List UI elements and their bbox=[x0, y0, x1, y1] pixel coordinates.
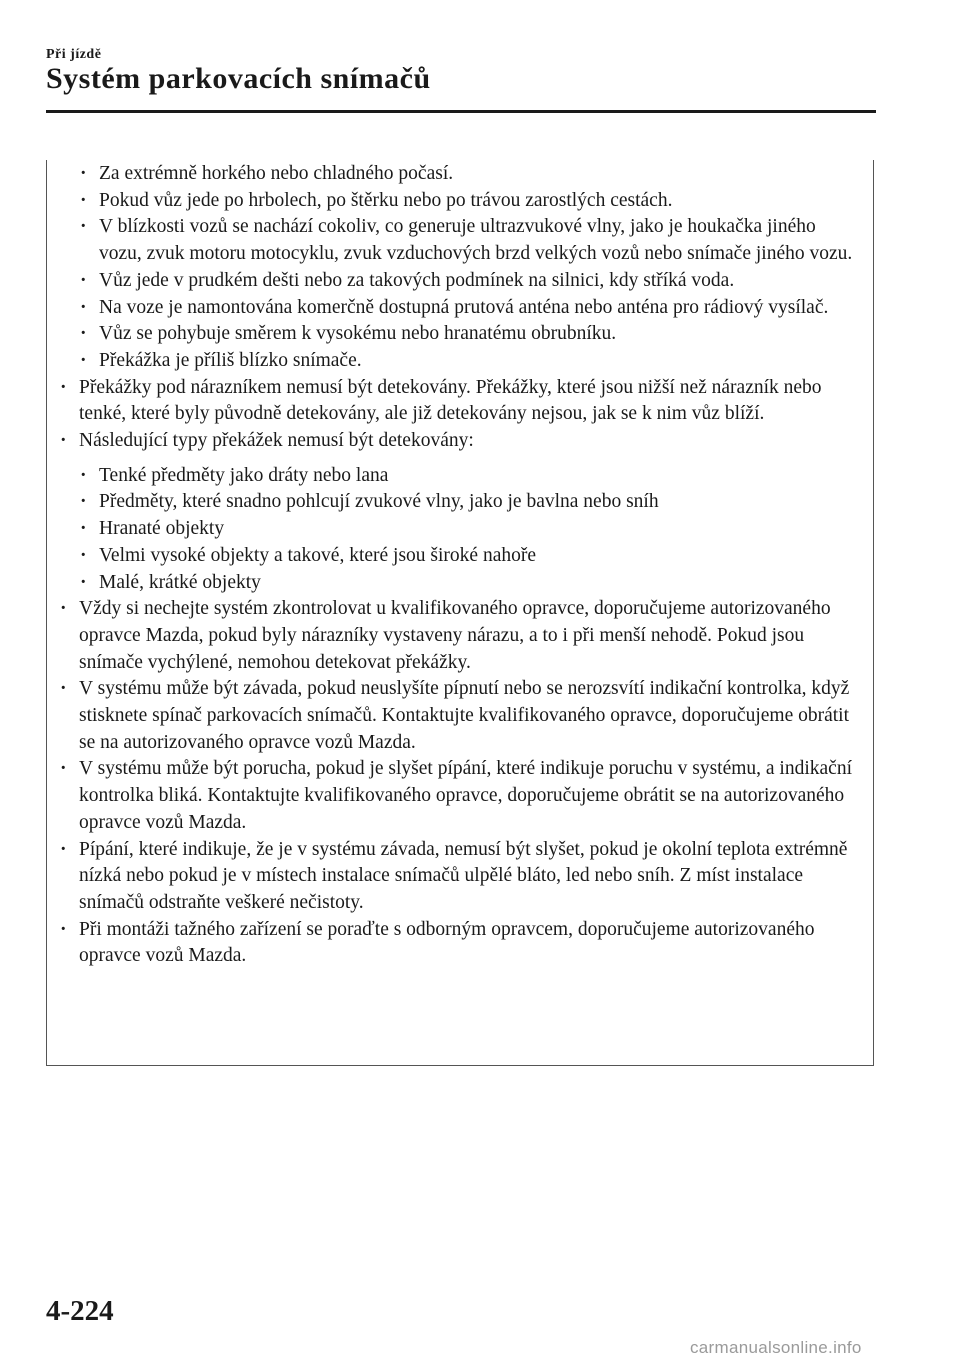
list-item: · Následující typy překážek nemusí být detekovány: bbox=[58, 428, 858, 455]
list-item: · Překážka je příliš blízko snímače. bbox=[58, 348, 858, 375]
page-number: 4-224 bbox=[46, 1295, 114, 1327]
note-list bbox=[58, 596, 858, 970]
list-item: · V systému může být závada, pokud neuslyšíte pípnutí nebo se nerozsvítí indikační kontrolka, když stisknete spínač parkovacích snímačů. Kontaktujte kvalifikovaného opravce, doporučujeme obrátit se na autorizovaného opravce vozů Mazda. bbox=[58, 676, 858, 756]
list-item: · Vůz jede v prudkém dešti nebo za takových podmínek na silnici, kdy stříká voda. bbox=[58, 268, 858, 295]
list-item: · Za extrémně horkého nebo chladného počasí. bbox=[58, 161, 858, 188]
list-item: · Hranaté objekty bbox=[58, 516, 858, 543]
list-item: · Předměty, které snadno pohlcují zvukové vlny, jako je bavlna nebo sníh bbox=[58, 489, 858, 516]
list-item: · Tenké předměty jako dráty nebo lana bbox=[58, 463, 858, 490]
list-item: · Velmi vysoké objekty a takové, které jsou široké nahoře bbox=[58, 543, 858, 570]
list-item: · V blízkosti vozů se nachází cokoliv, co generuje ultrazvukové vlny, jako je houkačka jiného vozu, zvuk motoru motocyklu, zvuk vzduchových brzd velkých vozů nebo snímače jiného vozu. bbox=[58, 214, 858, 267]
list-item: · Překážky pod nárazníkem nemusí být detekovány. Překážky, které jsou nižší než nárazník nebo tenké, které byly původně detekovány, ale již detekovány nejsou, jak se k nim vůz blíží. bbox=[58, 375, 858, 428]
list-item: · Pípání, které indikuje, že je v systému závada, nemusí být slyšet, pokud je okolní teplota extrémně nízká nebo pokud je v místech instalace snímačů ulpělé bláto, led nebo sníh. Z míst instalace snímačů odstraňte veškeré nečistoty. bbox=[58, 837, 858, 917]
obstacle-type-list bbox=[58, 463, 858, 597]
section-label: Při jízdě bbox=[46, 47, 102, 62]
list-item: · Pokud vůz jede po hrbolech, po štěrku nebo po trávou zarostlých cestách. bbox=[58, 188, 858, 215]
content bbox=[58, 161, 858, 970]
list-item: · Malé, krátké objekty bbox=[58, 570, 858, 597]
title-rule bbox=[46, 110, 876, 113]
list-item: · Vůz se pohybuje směrem k vysokému nebo hranatému obrubníku. bbox=[58, 321, 858, 348]
note-list bbox=[58, 375, 858, 455]
list-item: · V systému může být porucha, pokud je slyšet pípání, které indikuje poruchu v systému, a indikační kontrolka bliká. Kontaktujte kvalifikovaného opravce, doporučujeme obrátit se na autorizovaného opravce vozů Mazda. bbox=[58, 756, 858, 836]
list-item: · Vždy si nechejte systém zkontrolovat u kvalifikovaného opravce, doporučujeme autorizovaného opravce Mazda, pokud byly nárazníky vystaveny nárazu, a to i při menší nehodě. Pokud jsou snímače vychýlené, nemohou detekovat překážky. bbox=[58, 596, 858, 676]
list-item: · Při montáži tažného zařízení se poraďte s odborným opravcem, doporučujeme autorizovaného opravce vozů Mazda. bbox=[58, 917, 858, 970]
condition-list bbox=[58, 161, 858, 375]
page-title: Systém parkovacích snímačů bbox=[46, 62, 431, 95]
list-item: · Na voze je namontována komerčně dostupná prutová anténa nebo anténa pro rádiový vysílač. bbox=[58, 295, 858, 322]
watermark: carmanualsonline.info bbox=[690, 1338, 862, 1357]
